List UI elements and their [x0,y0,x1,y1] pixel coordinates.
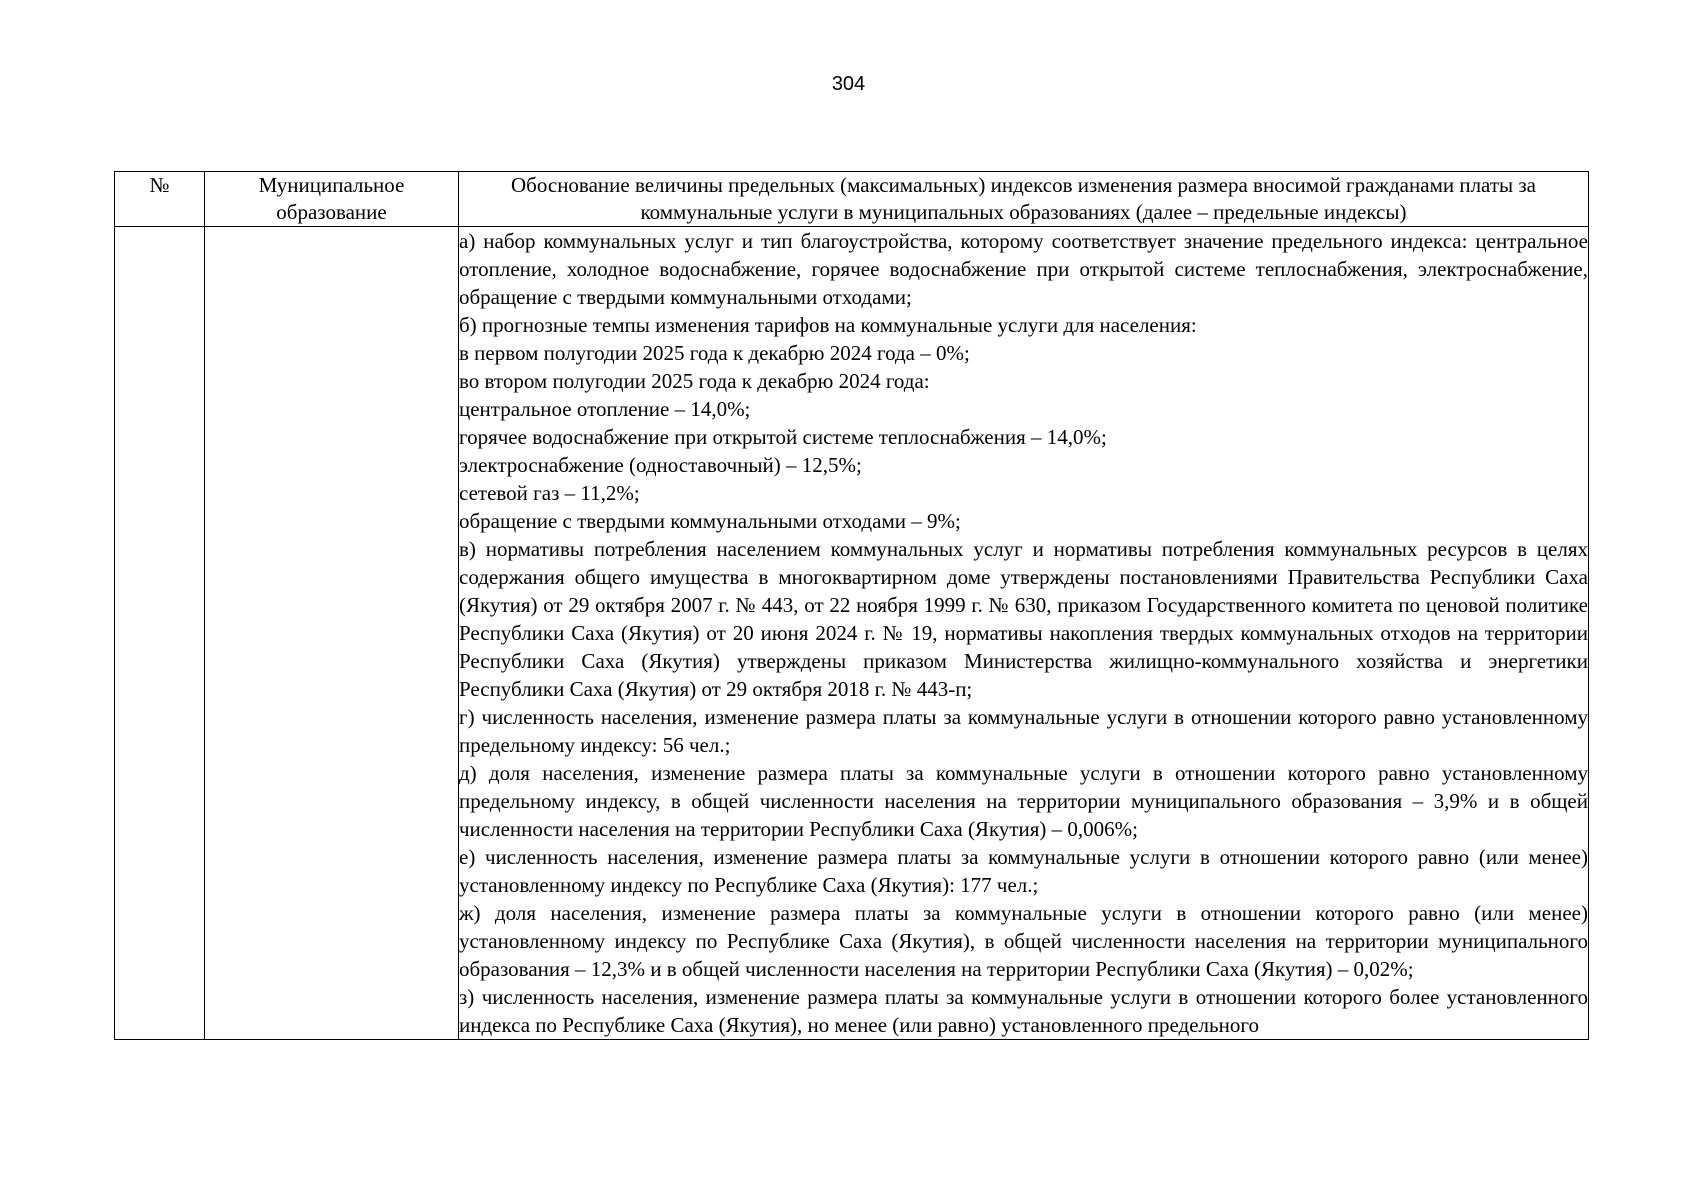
paragraph-gas: сетевой газ – 11,2%; [459,481,640,505]
paragraph-b-first-half: в первом полугодии 2025 года к декабрю 2024 года – 0%; [459,341,970,365]
justification-table [114,171,1589,1040]
paragraph-d: д) доля населения, изменение размера платы за коммунальные услуги в отношении которого равно установленному предельному индексу, в общей численности населения на территории муниципального образования – 3,9% и в общей численности населения на территории Республики Саха (Якутия) – 0,006%; [459,761,1588,841]
table-row [115,227,1589,1040]
paragraph-hot-water: горячее водоснабжение при открытой системе теплоснабжения – 14,0%; [459,425,1107,449]
page-number: 304 [831,73,866,95]
header-justification: Обоснование величины предельных (максимальных) индексов изменения размера вносимой гражданами платы за коммунальные услуги в муниципальных образованиях (далее – предельные индексы) [459,172,1589,227]
paragraph-electricity: электроснабжение (одноставочный) – 12,5%; [459,453,862,477]
table-header-row [115,172,1589,227]
paragraph-heating: центральное отопление – 14,0%; [459,397,751,421]
cell-number [115,227,205,1040]
paragraph-b-second-half: во втором полугодии 2025 года к декабрю 2024 года: [459,369,930,393]
cell-justification [459,227,1589,1040]
cell-municipality [205,227,459,1040]
paragraph-z: з) численность населения, изменение размера платы за коммунальные услуги в отношении которого более установленного индекса по Республике Саха (Якутия), но менее (или равно) установленного предельного [459,985,1588,1037]
paragraph-v: в) нормативы потребления населением коммунальных услуг и нормативы потребления коммунальных ресурсов в целях содержания общего имущества в многоквартирном доме утверждены постановлениями Правительства Республики Саха (Якутия) от 29 октября 2007 г. № 443, от 22 ноября 1999 г. № 630, приказом Государственного комитета по ценовой политике Республики Саха (Якутия) от 20 июня 2024 г. № 19, нормативы накопления твердых коммунальных отходов на территории Республики Саха (Якутия) утверждены приказом Министерства жилищно-коммунального хозяйства и энергетики Республики Саха (Якутия) от 29 октября 2018 г. № 443-п; [459,537,1588,701]
paragraph-e: е) численность населения, изменение размера платы за коммунальные услуги в отношении которого равно (или менее) установленному индексу по Республике Саха (Якутия): 177 чел.; [459,845,1588,897]
paragraph-zh: ж) доля населения, изменение размера платы за коммунальные услуги в отношении которого равно (или менее) установленному индексу по Республике Саха (Якутия), в общей численности населения на территории муниципального образования – 12,3% и в общей численности населения на территории Республики Саха (Якутия) – 0,02%; [459,901,1588,981]
header-municipality: Муниципальное образование [205,172,459,227]
paragraph-waste: обращение с твердыми коммунальными отходами – 9%; [459,509,961,533]
paragraph-g: г) численность населения, изменение размера платы за коммунальные услуги в отношении которого равно установленному предельному индексу: 56 чел.; [459,705,1588,757]
paragraph-b: б) прогнозные темпы изменения тарифов на коммунальные услуги для населения: [459,313,1197,337]
paragraph-a: а) набор коммунальных услуг и тип благоустройства, которому соответствует значение предельного индекса: центральное отопление, холодное водоснабжение, горячее водоснабжение при открытой системе теплоснабжения, электроснабжение, обращение с твердыми коммунальными отходами; [459,229,1588,309]
header-number: № [115,172,205,227]
